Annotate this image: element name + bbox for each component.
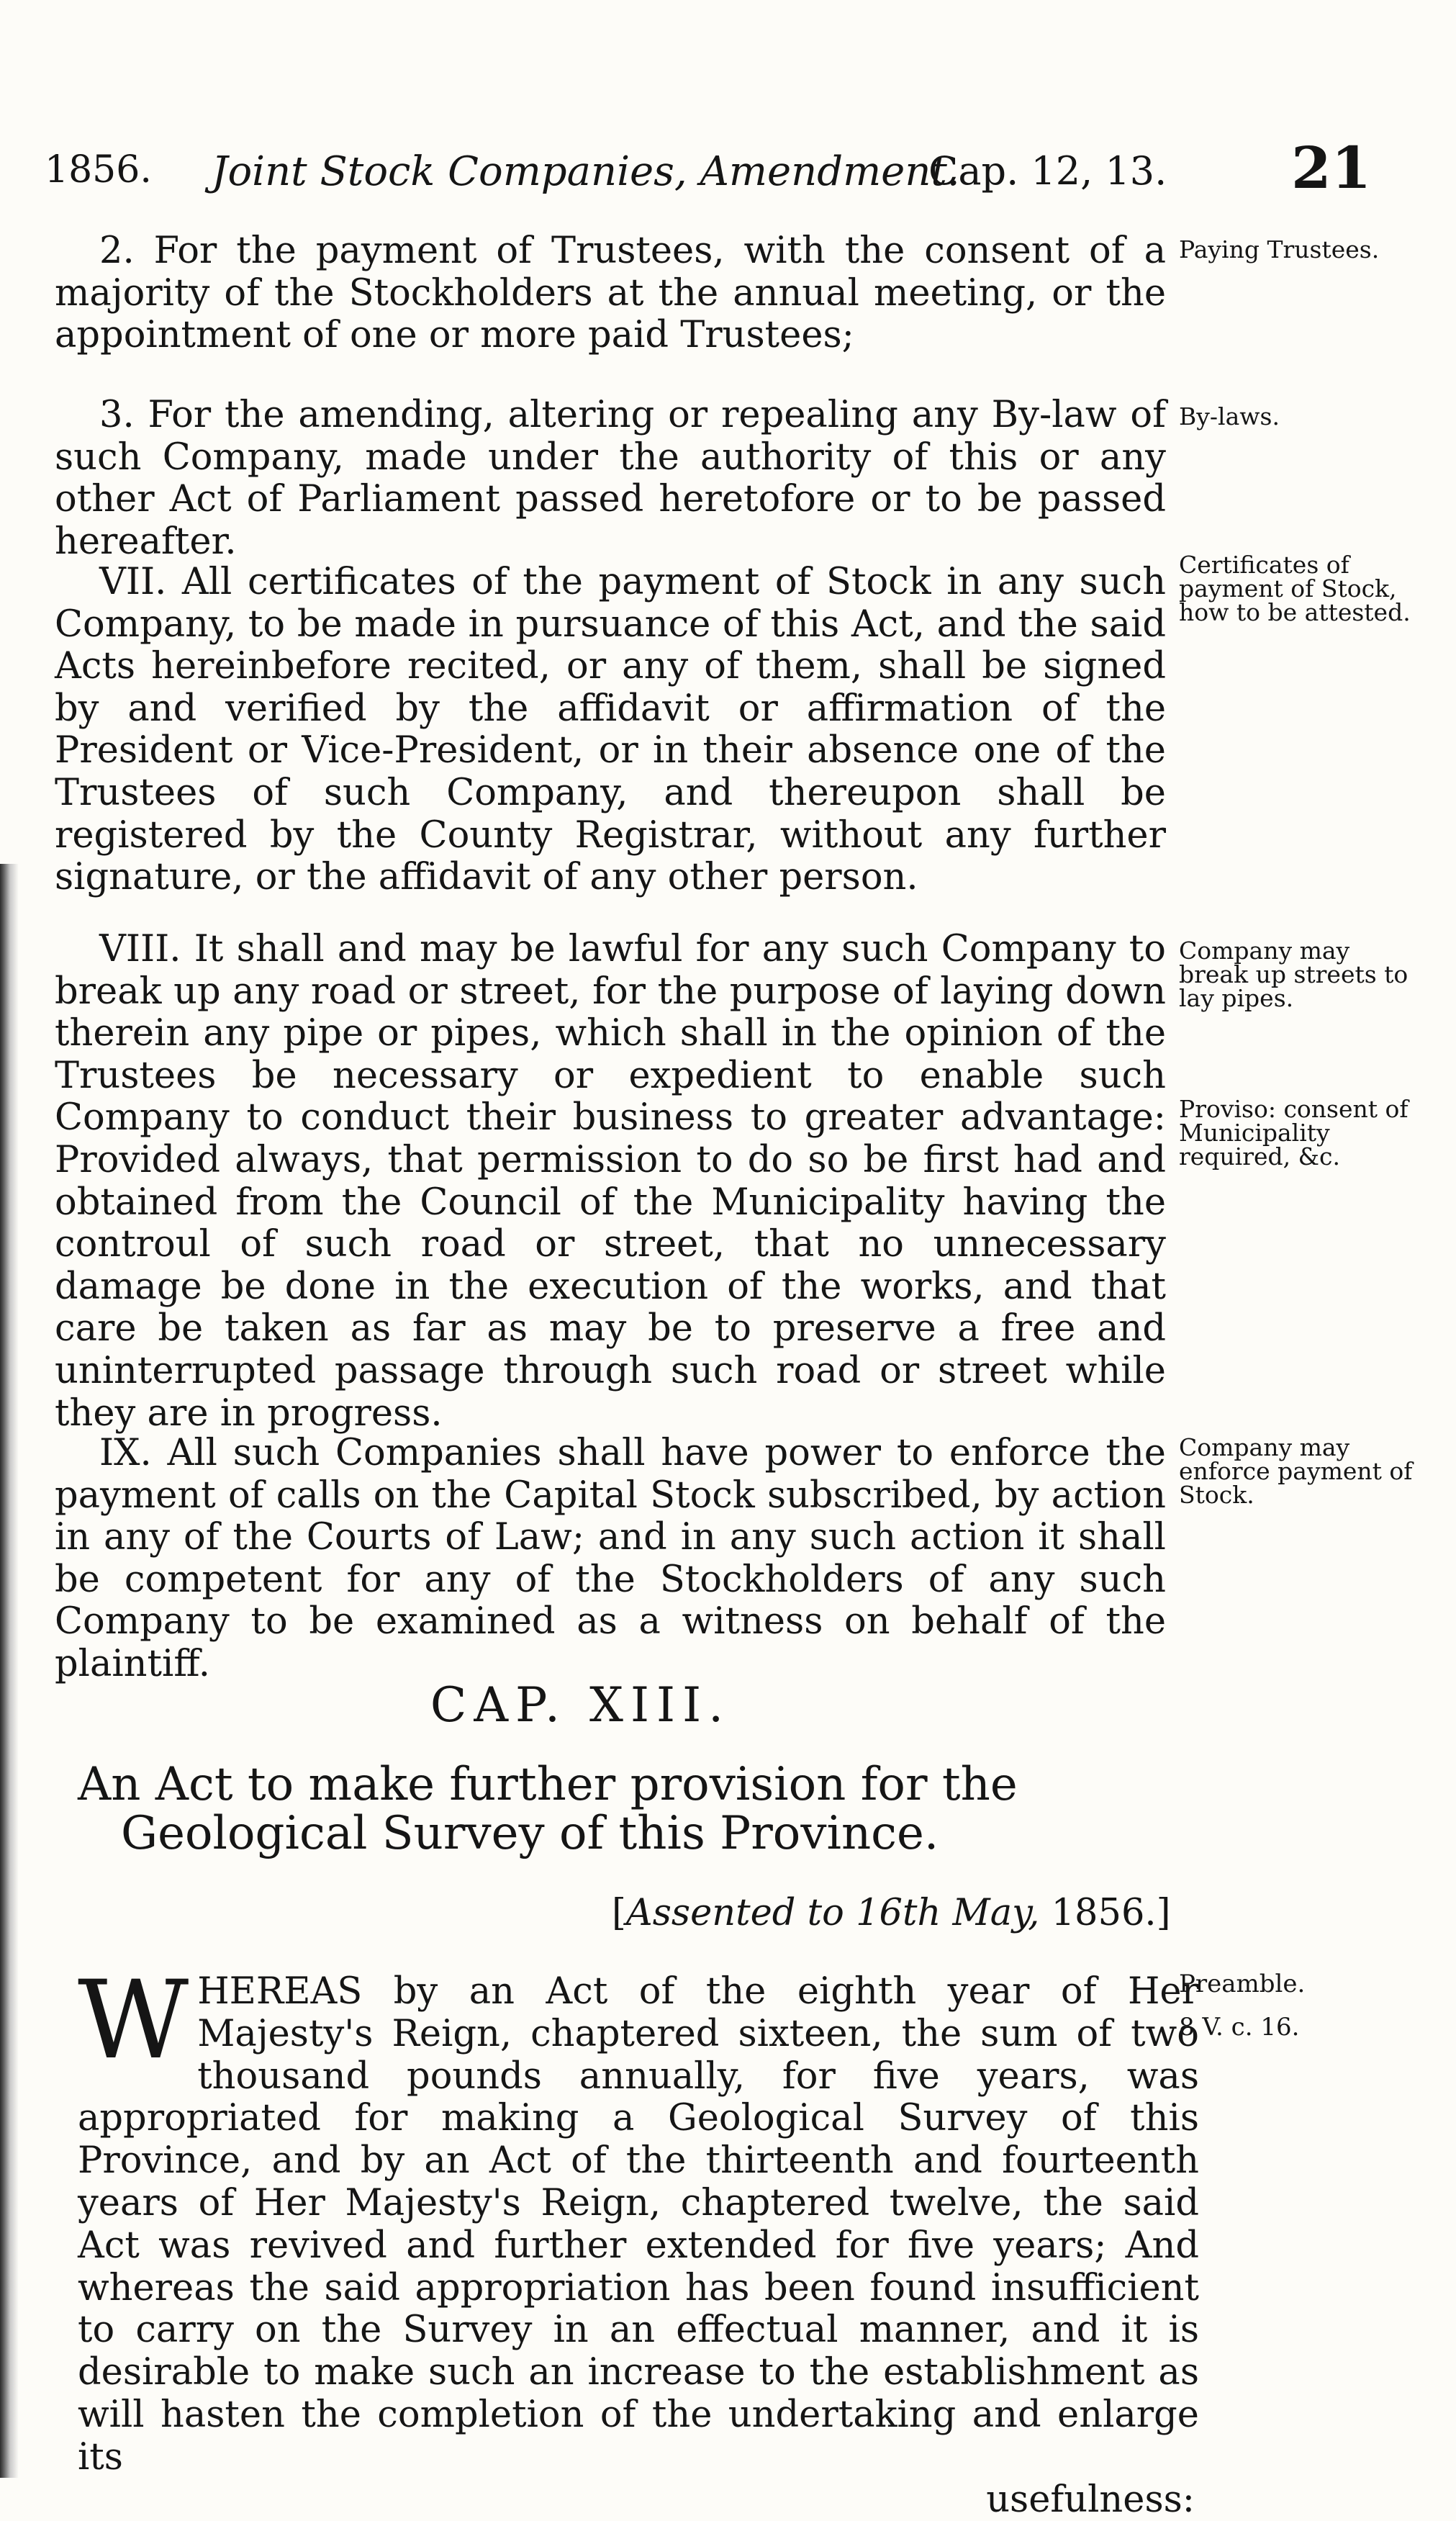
section-viii-text: VIII. It shall and may be lawful for any such Company to break up any road or street, for the purpose of laying down therein any pipe or pipes, which shall in the opinion of the Trustees be necessary or expedient to enable such Company to conduct their business to greater advantage: Provided always, that permission to do so be first had and obtained from the Council of the Municipality having the controul of such road or street, that no unnecessary damage be done in the execution of the works, and that care be taken as far as may be to preserve a free and uninterrupted passage through such road or street while they are in progress. [55,928,1166,1435]
running-header [45,134,1372,213]
margin-note-break-up-streets: Company may break up streets to lay pipes. [1179,937,1408,1012]
dropcap-letter: W [78,1958,189,2083]
header-chapter: Cap. 12, 13. [928,148,1167,194]
preamble-body: HEREAS by an Act of the eighth year of Her Majesty's Reign, chaptered sixteen, the sum of two thousand pounds annually, for five years, was appropriated for making a Geological Survey of this Province, and by an Act of the thirteenth and fourteenth years of Her Majesty's Reign, chaptered twelve, the said Act was revived and further extended for five years; And whereas the said appropriation has been found insufficient to carry on the Survey in an effectual manner, and it is desirable to make such an increase to the establishment as will hasten the completion of the undertaking and enlarge its [78,1970,1199,2479]
header-year: 1856. [45,148,152,191]
margin-note-enforce-payment: Company may enforce payment of Stock. [1179,1433,1413,1509]
margin-note-by-laws: By-laws. [1179,402,1280,430]
margin-note-proviso: Proviso: consent of Municipality required, &c. [1179,1095,1408,1171]
assent-line [612,1892,1171,1934]
assent-year: 1856.] [1051,1892,1171,1934]
assent-text: Assented to [625,1892,844,1934]
section-3-text: 3. For the amending, altering or repealing any By-law of such Company, made under the authority of this or any other Act of Parliament passed heretofore or to be passed hereafter. [55,394,1166,563]
act-title: An Act to make further provision for the Geological Survey of this Province. [78,1758,1018,1860]
margin-note-preamble: Preamble. [1179,1970,1306,1998]
margin-note-citation: 8 V. c. 16. [1179,2013,1300,2042]
margin-note-certificates: Certificates of payment of Stock, how to be attested. [1179,551,1411,626]
chapter-heading: CAP. XIII. [430,1677,731,1733]
preamble-last-line: usefulness: [986,2478,1195,2521]
margin-note-paying-trustees: Paying Trustees. [1179,235,1380,263]
assent-date: 16th May, [856,1892,1040,1934]
section-ix-text: IX. All such Companies shall have power to enforce the payment of calls on the Capital Stock subscribed, by action in any of the Courts of Law; and in any such action it shall be competent for any of the Stockholders of any such Company to be examined as a witness on behalf of the plaintiff. [55,1432,1166,1685]
header-title: Joint Stock Companies, Amendment. [212,148,960,195]
preamble-text [78,1958,1199,2521]
section-vii-text: VII. All certificates of the payment of Stock in any such Company, to be made in pursuance of this Act, and the said Acts hereinbefore recited, or any of them, shall be signed by and verified by the affidavit or affirmation of the President or Vice-President, or in their absence one of the Trustees of such Company, and thereupon shall be registered by the County Registrar, without any further signature, or the affidavit of any other person. [55,561,1166,899]
page-number: 21 [1291,134,1372,202]
section-2-text: 2. For the payment of Trustees, with the consent of a majority of the Stockholders at the annual meeting, or the appointment of one or more paid Trustees; [55,230,1166,357]
assent-bracket: [ [612,1892,626,1934]
